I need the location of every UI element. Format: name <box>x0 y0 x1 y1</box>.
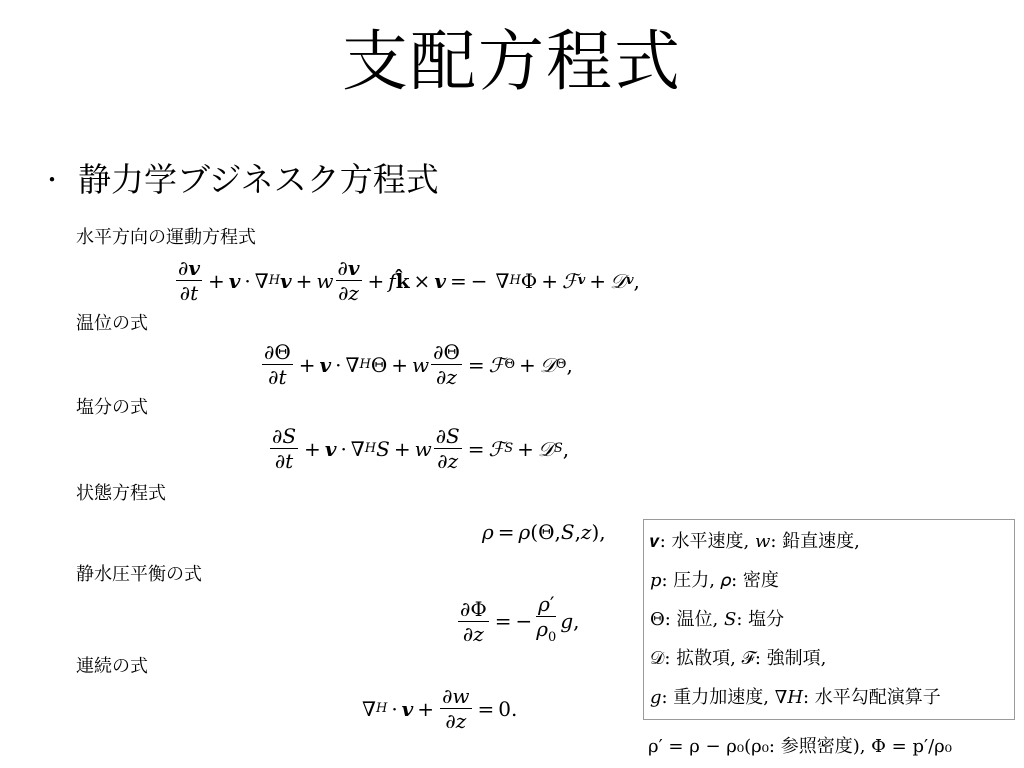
equation-hydrostatic: $\frac{\partial\Phi}{\partial z}$ = − $\frac{\rho'}{\rho_0}$ g , <box>460 592 580 646</box>
bullet-text: 静力学ブジネスク方程式 <box>78 160 439 199</box>
legend-line-pressure: 𝑝: 圧力, 𝜌: 密度 <box>650 570 779 591</box>
legend-line-gravity: 𝑔: 重力加速度, ∇𝐻: 水平勾配演算子 <box>650 687 941 708</box>
label-salinity: 塩分の式 <box>76 397 148 418</box>
footnote-definitions: ρ′ = ρ − ρ₀(ρ₀: 参照密度), Φ = p′/ρ₀ <box>648 736 952 757</box>
label-hydrostatic: 静水圧平衡の式 <box>76 564 202 585</box>
bullet-heading <box>40 158 439 202</box>
equation-momentum: $\frac{\partial v}{\partial t}$ + v · ∇ H v + w $\frac{\partial v}{\partial z}$ + f k̂ × v = − ∇ H Φ + ℱ v + 𝒟 v , <box>178 256 640 305</box>
equation-state: ρ = ρ (Θ, S , z ), <box>482 520 606 544</box>
legend-line-temperature: Θ: 温位, 𝑆: 塩分 <box>650 609 785 630</box>
label-horizontal-momentum: 水平方向の運動方程式 <box>76 227 256 248</box>
label-state: 状態方程式 <box>76 483 166 504</box>
page-title: 支配方程式 <box>342 23 682 100</box>
equation-continuity: ∇ H · v + $\frac{\partial w}{\partial z}$ = 0. <box>362 684 518 733</box>
legend-line-terms: 𝒟: 拡散項, ℱ: 強制項, <box>650 648 827 669</box>
label-potential-temperature: 温位の式 <box>76 313 148 334</box>
bullet-marker: ・ <box>40 166 64 194</box>
symbol-legend-box <box>643 519 1015 720</box>
equation-potential-temperature: $\frac{\partial\Theta}{\partial t}$ + v · ∇ H Θ + w $\frac{\partial\Theta}{\partial z}$ = ℱ Θ + 𝒟 Θ , <box>264 340 573 389</box>
equation-salinity: $\frac{\partial S}{\partial t}$ + v · ∇ H S + w $\frac{\partial S}{\partial z}$ = ℱ S + 𝒟 S , <box>272 424 570 473</box>
label-continuity: 連続の式 <box>76 656 148 677</box>
legend-line-velocity: 𝒗: 水平速度, 𝑤: 鉛直速度, <box>650 531 860 552</box>
